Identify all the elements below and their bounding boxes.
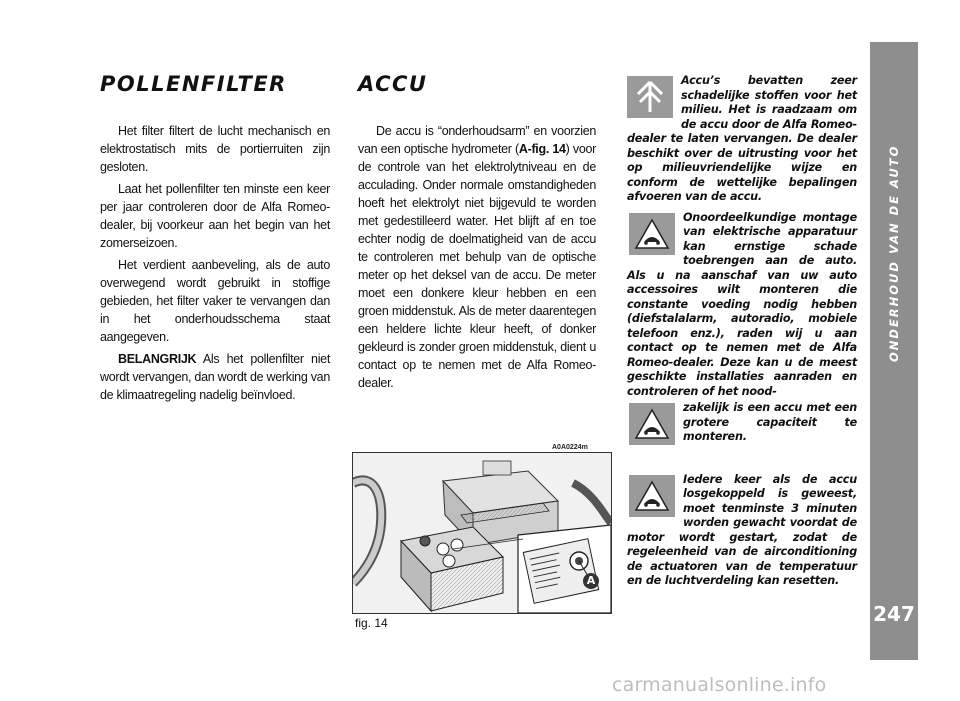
battery-illustration <box>353 453 611 613</box>
watermark: carmanualsonline.info <box>612 674 827 696</box>
important-text: Als het pollenfilter niet wordt vervangen, dan wordt de werking van de klimaatregeling nadelig beïnvloed. <box>100 352 330 402</box>
accu-title: ACCU <box>358 72 428 96</box>
figure-reference: A-fig. 14 <box>518 142 566 156</box>
battery-figure <box>352 452 612 614</box>
figure-label-badge: A <box>583 573 599 589</box>
accu-paragraph: De accu is “onderhoudsarm” en voorzien van een optische hydrometer (A-fig. 14) voor de controle van het elektrolytniveau en de acculading. Onder normale omstandigheden hoeft het elektrolyt niet bijgevuld te worden met gedestilleerd water. Het blijft af en toe echter nodig de doelmatigheid van de accu te controleren met behulp van de optische meter op het deksel van de accu. De meter moet een donkere kleur hebben en een groen middenstuk. Als de meter daarentegen een heldere lichte kleur heeft, of donker gekleurd is zonder groen middenstuk, dient u contact op te nemen met de Alfa Romeo-dealer. <box>358 124 596 390</box>
pollenfilter-section <box>100 72 330 408</box>
recycle-icon <box>627 76 673 118</box>
pollenfilter-title: POLLENFILTER <box>100 72 287 96</box>
figure-code: A0A0224m <box>552 444 588 451</box>
pollenfilter-paragraph-2: Laat het pollenfilter ten minste een keer per jaar controleren door de Alfa Romeo-dealer, bij voorkeur aan het begin van het zomerseizoen. <box>100 182 330 250</box>
chapter-title: ONDERHOUD VAN DE AUTO <box>887 144 901 362</box>
accu-section <box>358 72 596 396</box>
pollenfilter-important <box>100 350 330 404</box>
car-warning-icon <box>629 475 675 517</box>
important-label: BELANGRIJK <box>118 352 197 366</box>
pollenfilter-paragraph-1: Het filter filtert de lucht mechanisch en elektrostatisch mits de portierruiten zijn gesloten. <box>100 124 330 174</box>
figure-caption: fig. 14 <box>355 616 388 630</box>
page-number: 247 <box>873 602 915 626</box>
accu-body <box>358 122 596 392</box>
car-warning-icon <box>629 403 675 445</box>
warning-capacity: zakelijk is een accu met een grotere capaciteit te monteren. <box>627 401 857 445</box>
chapter-sidebar <box>870 42 918 660</box>
warning-electrical: Onoordeelkundige montage van elektrische apparatuur kan ernstige schade toebrengen aan de auto. Als u na aanschaf van uw auto accessoires wilt monteren die constante voeding nodig hebben (diefstalalarm, autoradio, mobiele telefoon enz.), raden wij u aan contact op te nemen met de Alfa Romeo-dealer. Deze kan u de meest geschikte installaties aanraden en controleren of het nood- <box>627 210 857 398</box>
car-warning-icon <box>629 213 675 255</box>
pollenfilter-body <box>100 122 330 404</box>
environment-note: Accu’s bevatten zeer schadelijke stoffen voor het milieu. Het is raadzaam om de accu door de Alfa Romeo-dealer te laten vervangen. De dealer beschikt over de uitrusting voor het op milieuvriendelijke wijze en conform de wettelijke bepalingen afvoeren van de accu. <box>627 74 857 203</box>
notes-column <box>627 74 857 589</box>
pollenfilter-paragraph-3: Het verdient aanbeveling, als de auto overwegend wordt gebruikt in stoffige gebieden, het filter vaker te vervangen dan in het onderhoudsschema staat aangegeven. <box>100 258 330 344</box>
warning-disconnect: Iedere keer als de accu losgekoppeld is geweest, moet tenminste 3 minuten worden gewacht voordat de motor wordt gestart, zodat de regeleenheid van de airconditioning de actuatoren van de temperatuur en de luchtverdeling kan resetten. <box>627 472 857 587</box>
